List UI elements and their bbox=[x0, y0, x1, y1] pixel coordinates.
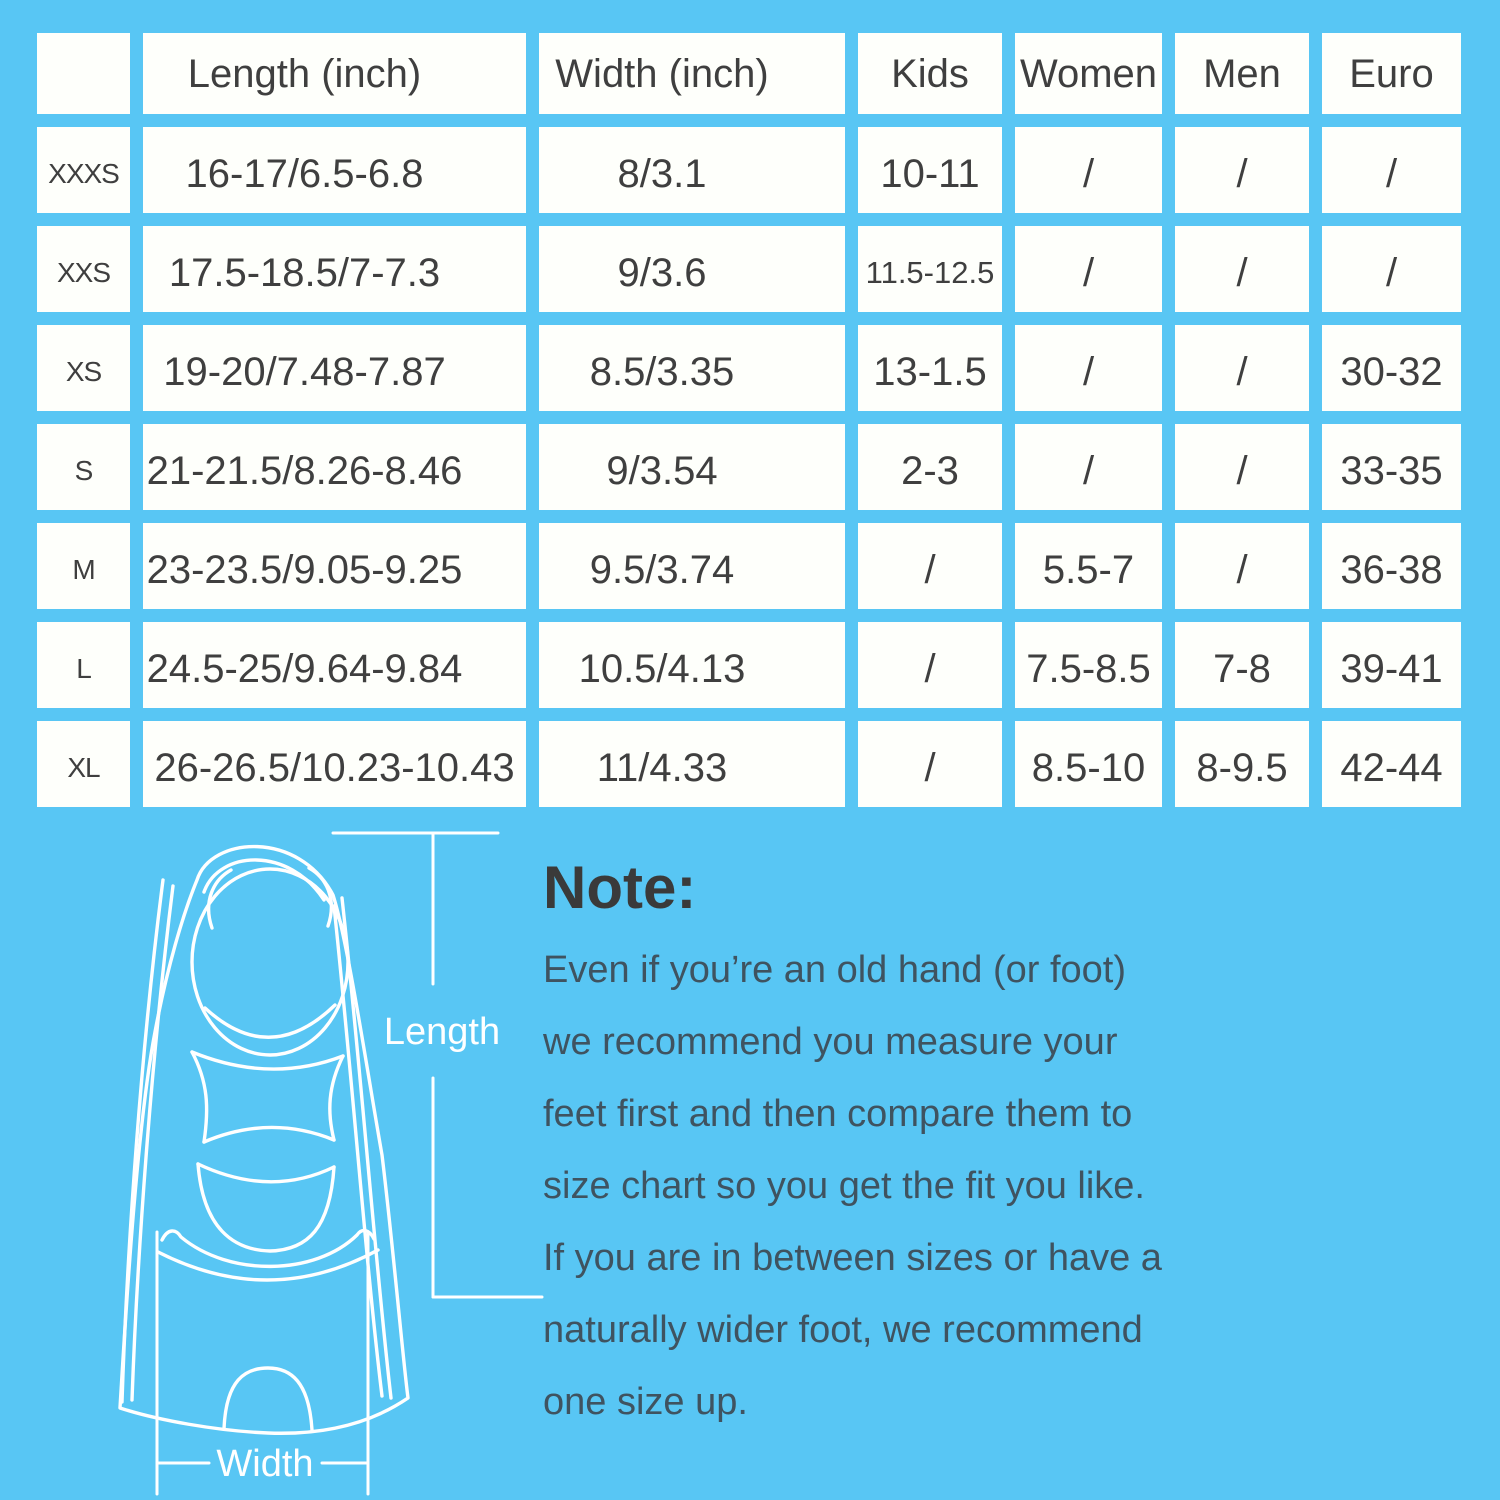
foot-opening-inner-arc bbox=[205, 1005, 335, 1037]
instep-right-side bbox=[330, 1056, 343, 1140]
heel-strap-upper bbox=[162, 1230, 374, 1266]
table-cell: 10-11 bbox=[858, 127, 1002, 213]
instep-left-side bbox=[192, 1052, 207, 1142]
table-header-corner bbox=[37, 33, 130, 114]
fin-measurement-diagram bbox=[37, 820, 557, 1500]
table-cell: / bbox=[1175, 325, 1309, 411]
note-line: naturally wider foot, we recommend bbox=[543, 1309, 1143, 1351]
table-cell: 24.5-25/9.64-9.84 bbox=[143, 622, 526, 708]
table-header-women: Women bbox=[1015, 33, 1162, 114]
note-heading: Note: bbox=[543, 854, 697, 921]
table-cell: 2-3 bbox=[858, 424, 1002, 510]
table-cell: 10.5/4.13 bbox=[539, 622, 845, 708]
table-cell: / bbox=[1175, 226, 1309, 312]
table-cell: 9.5/3.74 bbox=[539, 523, 845, 609]
table-cell: / bbox=[858, 721, 1002, 807]
note-section bbox=[543, 856, 1203, 1438]
table-cell: 13-1.5 bbox=[858, 325, 1002, 411]
table-cell: / bbox=[1322, 226, 1461, 312]
row-label: XXXS bbox=[37, 127, 130, 213]
table-cell: 16-17/6.5-6.8 bbox=[143, 127, 526, 213]
row-label: XS bbox=[37, 325, 130, 411]
length-label: Length bbox=[383, 1011, 501, 1053]
table-cell: 11.5-12.5 bbox=[858, 226, 1002, 312]
table-cell: 11/4.33 bbox=[539, 721, 845, 807]
table-cell: 39-41 bbox=[1322, 622, 1461, 708]
table-cell: / bbox=[858, 622, 1002, 708]
table-cell: 26-26.5/10.23-10.43 bbox=[143, 721, 526, 807]
note-line: one size up. bbox=[543, 1381, 748, 1423]
table-cell: 36-38 bbox=[1322, 523, 1461, 609]
table-cell: / bbox=[1015, 127, 1162, 213]
row-label: M bbox=[37, 523, 130, 609]
table-header-men: Men bbox=[1175, 33, 1309, 114]
table-cell: 8-9.5 bbox=[1175, 721, 1309, 807]
note-line: Even if you’re an old hand (or foot) bbox=[543, 949, 1127, 991]
table-cell: 23-23.5/9.05-9.25 bbox=[143, 523, 526, 609]
table-cell: 21-21.5/8.26-8.46 bbox=[143, 424, 526, 510]
row-label: L bbox=[37, 622, 130, 708]
table-header-kids: Kids bbox=[858, 33, 1002, 114]
heel-cup-bottom bbox=[198, 1164, 334, 1251]
row-label: S bbox=[37, 424, 130, 510]
fin-right-rail-inner bbox=[334, 906, 382, 1396]
row-label: XXS bbox=[37, 226, 130, 312]
table-cell: / bbox=[1175, 424, 1309, 510]
table-cell: / bbox=[1015, 226, 1162, 312]
table-cell: 7-8 bbox=[1175, 622, 1309, 708]
table-cell: 19-20/7.48-7.87 bbox=[143, 325, 526, 411]
foot-opening bbox=[192, 869, 348, 1055]
table-header-width: Width (inch) bbox=[539, 33, 845, 114]
table-cell: / bbox=[1175, 127, 1309, 213]
table-cell: 8.5/3.35 bbox=[539, 325, 845, 411]
table-cell: 33-35 bbox=[1322, 424, 1461, 510]
note-line: feet first and then compare them to bbox=[543, 1093, 1133, 1135]
table-cell: 9/3.54 bbox=[539, 424, 845, 510]
fin-diagram-svg bbox=[37, 820, 557, 1500]
table-cell: / bbox=[858, 523, 1002, 609]
table-cell: / bbox=[1175, 523, 1309, 609]
table-cell: / bbox=[1015, 424, 1162, 510]
note-line: size chart so you get the fit you like. bbox=[543, 1165, 1145, 1207]
size-table bbox=[37, 33, 1461, 807]
table-header-euro: Euro bbox=[1322, 33, 1461, 114]
row-label: XL bbox=[37, 721, 130, 807]
width-label: Width bbox=[216, 1443, 314, 1485]
table-cell: 8.5-10 bbox=[1015, 721, 1162, 807]
bottom-arch bbox=[224, 1368, 312, 1430]
table-cell: / bbox=[1322, 127, 1461, 213]
table-cell: 17.5-18.5/7-7.3 bbox=[143, 226, 526, 312]
table-header-length: Length (inch) bbox=[143, 33, 526, 114]
note-line: If you are in between sizes or have a bbox=[543, 1237, 1162, 1279]
table-cell: 8/3.1 bbox=[539, 127, 845, 213]
table-cell: 7.5-8.5 bbox=[1015, 622, 1162, 708]
table-cell: 9/3.6 bbox=[539, 226, 845, 312]
heel-cup-top bbox=[198, 1164, 334, 1182]
table-cell: 5.5-7 bbox=[1015, 523, 1162, 609]
table-cell: 42-44 bbox=[1322, 721, 1461, 807]
table-cell: 30-32 bbox=[1322, 325, 1461, 411]
instep-bottom-arc bbox=[204, 1127, 334, 1142]
table-cell: / bbox=[1015, 325, 1162, 411]
note-line: we recommend you measure your bbox=[543, 1021, 1118, 1063]
